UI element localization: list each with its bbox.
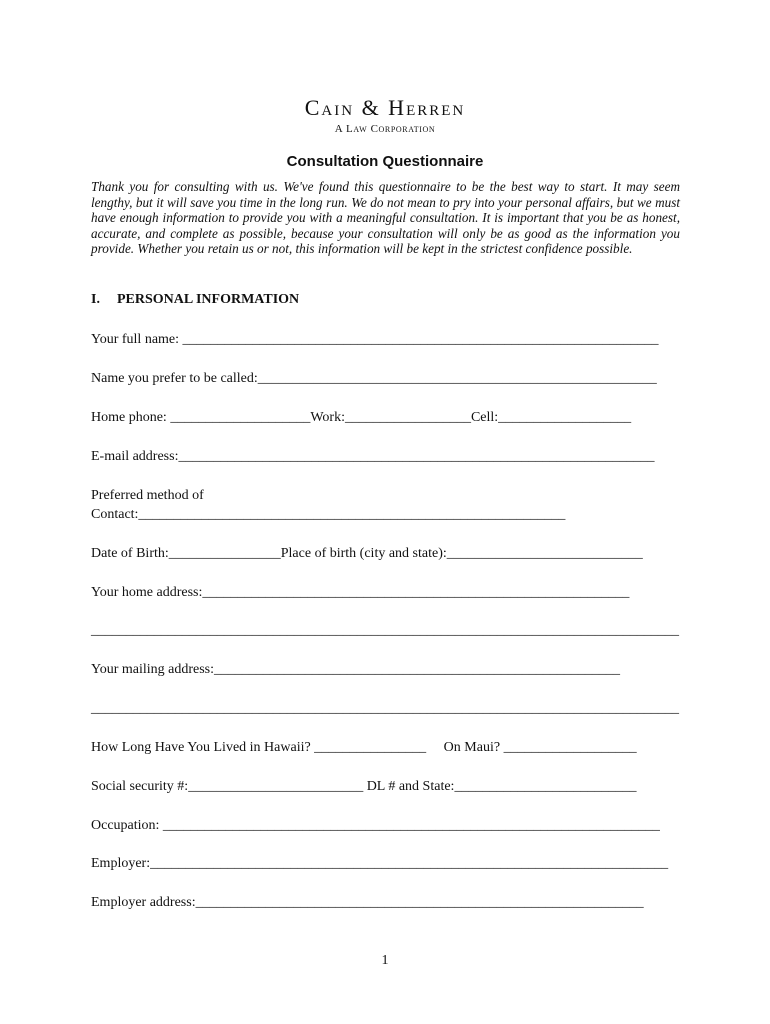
page-number: 1: [381, 953, 389, 968]
mailing-address-continuation[interactable]: ____________________________________________________________________________________: [91, 701, 679, 716]
section-heading: [91, 292, 299, 308]
employer-address-field[interactable]: Employer address:________________________________________________________________: [91, 895, 644, 910]
firm-subtitle: A Law Corporation: [334, 123, 436, 135]
firm-name: Cain & Herren: [304, 95, 466, 120]
ssn-dl-fields[interactable]: Social security #:_________________________ DL # and State:__________________________: [91, 779, 637, 794]
document-title: Consultation Questionnaire: [286, 153, 484, 170]
phone-fields[interactable]: Home phone: ____________________Work:__________________Cell:___________________: [91, 410, 632, 425]
preferred-name-field[interactable]: Name you prefer to be called:_________________________________________________________: [91, 371, 657, 386]
home-address-field[interactable]: Your home address:_____________________________________________________________: [91, 585, 630, 600]
home-address-continuation[interactable]: ____________________________________________________________________________________: [91, 623, 679, 638]
contact-method-label: Preferred method of: [91, 488, 204, 503]
employer-field[interactable]: Employer:__________________________________________________________________________: [91, 856, 669, 871]
intro-paragraph: Thank you for consulting with us. We've found this questionnaire to be the best way to start. It may seem lengthy, but it will save you time in the long run. We do not mean to pry into your personal affairs, but we must have enough information to provide you with a meaningful consultation. It is important that you be as honest, accurate, and complete as possible, because your consultation will only be as good as the information you provide. Whether you retain us or not, this information will be kept in the strictest confidence possible.: [91, 179, 680, 257]
birth-fields[interactable]: Date of Birth:________________Place of birth (city and state):____________________________: [91, 546, 643, 561]
contact-method-field[interactable]: Contact:_____________________________________________________________: [91, 507, 566, 522]
occupation-field[interactable]: Occupation: _______________________________________________________________________: [91, 818, 660, 833]
section-number: I.: [91, 292, 100, 307]
mailing-address-field[interactable]: Your mailing address:__________________________________________________________: [91, 662, 621, 677]
hawaii-residence-fields[interactable]: How Long Have You Lived in Hawaii? ________________ On Maui? ___________________: [91, 740, 637, 755]
section-title: PERSONAL INFORMATION: [117, 292, 300, 307]
email-field[interactable]: E-mail address:____________________________________________________________________: [91, 449, 655, 464]
full-name-field[interactable]: Your full name: ____________________________________________________________________: [91, 332, 659, 347]
